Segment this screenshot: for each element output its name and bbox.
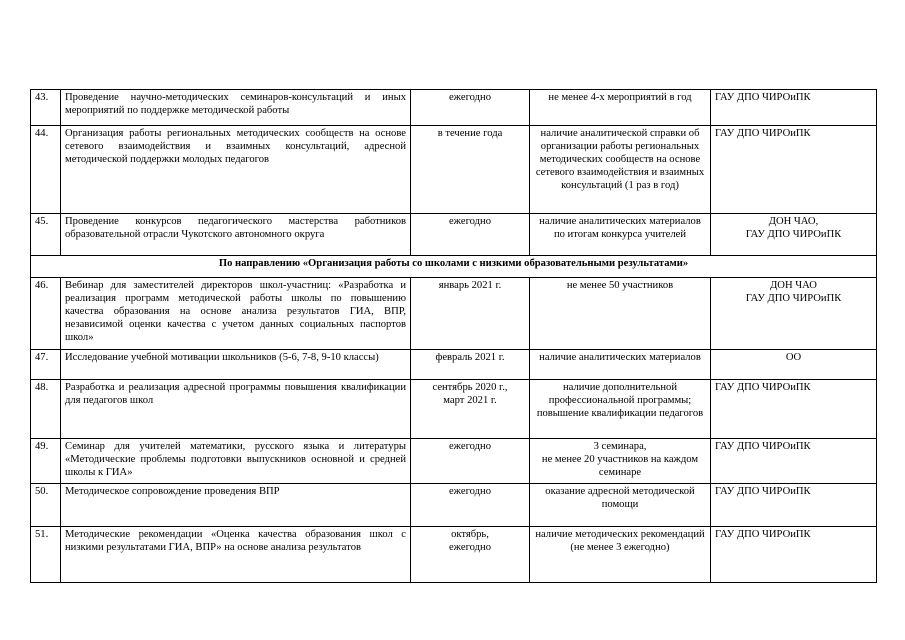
table-row bbox=[31, 527, 877, 583]
row-description: Семинар для учителей математики, русского языка и литературы «Методические проблемы подготовки выпускников основной и средней школы к ГИА» bbox=[61, 439, 411, 484]
row-result: не менее 50 участников bbox=[530, 278, 711, 350]
row-responsible: ГАУ ДПО ЧИРОиПК bbox=[711, 527, 877, 583]
row-period: ежегодно bbox=[411, 484, 530, 527]
row-result: наличие методических рекомендаций (не менее 3 ежегодно) bbox=[530, 527, 711, 583]
section-title: По направлению «Организация работы со школами с низкими образовательными результатами» bbox=[31, 256, 877, 278]
row-number: 45. bbox=[31, 214, 61, 256]
row-description: Проведение конкурсов педагогического мастерства работников образовательной отрасли Чукотского автономного округа bbox=[61, 214, 411, 256]
row-number: 48. bbox=[31, 380, 61, 439]
section-row bbox=[31, 256, 877, 278]
table-row bbox=[31, 484, 877, 527]
row-responsible: ГАУ ДПО ЧИРОиПК bbox=[711, 126, 877, 214]
row-responsible: ГАУ ДПО ЧИРОиПК bbox=[711, 90, 877, 126]
row-number: 51. bbox=[31, 527, 61, 583]
row-number: 49. bbox=[31, 439, 61, 484]
row-responsible: ГАУ ДПО ЧИРОиПК bbox=[711, 380, 877, 439]
row-period: октябрь, ежегодно bbox=[411, 527, 530, 583]
row-result: оказание адресной методической помощи bbox=[530, 484, 711, 527]
row-number: 47. bbox=[31, 350, 61, 380]
row-period: в течение года bbox=[411, 126, 530, 214]
row-description: Исследование учебной мотивации школьников (5-6, 7-8, 9-10 классы) bbox=[61, 350, 411, 380]
row-number: 44. bbox=[31, 126, 61, 214]
row-period: январь 2021 г. bbox=[411, 278, 530, 350]
table-row bbox=[31, 214, 877, 256]
table-section bbox=[31, 256, 877, 278]
row-result: наличие аналитических материалов по итогам конкурса учителей bbox=[530, 214, 711, 256]
row-description: Проведение научно-методических семинаров-консультаций и иных мероприятий по поддержке методической работы bbox=[61, 90, 411, 126]
row-number: 46. bbox=[31, 278, 61, 350]
row-period: ежегодно bbox=[411, 439, 530, 484]
row-result: наличие аналитических материалов bbox=[530, 350, 711, 380]
table-row bbox=[31, 439, 877, 484]
table-row bbox=[31, 90, 877, 126]
row-responsible: ДОН ЧАО, ГАУ ДПО ЧИРОиПК bbox=[711, 214, 877, 256]
plan-table bbox=[30, 89, 877, 583]
table-row bbox=[31, 278, 877, 350]
table-row bbox=[31, 380, 877, 439]
row-description: Вебинар для заместителей директоров школ-участниц: «Разработка и реализация программ методической работы школы по повышению качества образования на основе анализа результатов ГИА, ВПР, независимой оценки качества с учетом данных социальных паспортов школ» bbox=[61, 278, 411, 350]
row-description: Методическое сопровождение проведения ВПР bbox=[61, 484, 411, 527]
row-responsible: ГАУ ДПО ЧИРОиПК bbox=[711, 439, 877, 484]
row-period: сентябрь 2020 г., март 2021 г. bbox=[411, 380, 530, 439]
row-description: Разработка и реализация адресной программы повышения квалификации для педагогов школ bbox=[61, 380, 411, 439]
row-period: ежегодно bbox=[411, 90, 530, 126]
row-result: не менее 4-х мероприятий в год bbox=[530, 90, 711, 126]
table-row bbox=[31, 126, 877, 214]
row-result: наличие дополнительной профессиональной программы; повышение квалификации педагогов bbox=[530, 380, 711, 439]
row-number: 43. bbox=[31, 90, 61, 126]
row-responsible: ОО bbox=[711, 350, 877, 380]
row-period: ежегодно bbox=[411, 214, 530, 256]
table-body-before bbox=[31, 90, 877, 256]
row-description: Организация работы региональных методических сообществ на основе сетевого взаимодействия и взаимных консультаций, адресной методической поддержки молодых педагогов bbox=[61, 126, 411, 214]
row-result: наличие аналитической справки об организации работы региональных методических сообществ на основе сетевого взаимодействия и взаимных консультаций (1 раз в год) bbox=[530, 126, 711, 214]
row-description: Методические рекомендации «Оценка качества образования школ с низкими результатами ГИА, ВПР» на основе анализа результатов bbox=[61, 527, 411, 583]
table-body-after bbox=[31, 278, 877, 583]
row-number: 50. bbox=[31, 484, 61, 527]
row-result: 3 семинара, не менее 20 участников на каждом семинаре bbox=[530, 439, 711, 484]
row-responsible: ГАУ ДПО ЧИРОиПК bbox=[711, 484, 877, 527]
table-row bbox=[31, 350, 877, 380]
row-responsible: ДОН ЧАО ГАУ ДПО ЧИРОиПК bbox=[711, 278, 877, 350]
row-period: февраль 2021 г. bbox=[411, 350, 530, 380]
